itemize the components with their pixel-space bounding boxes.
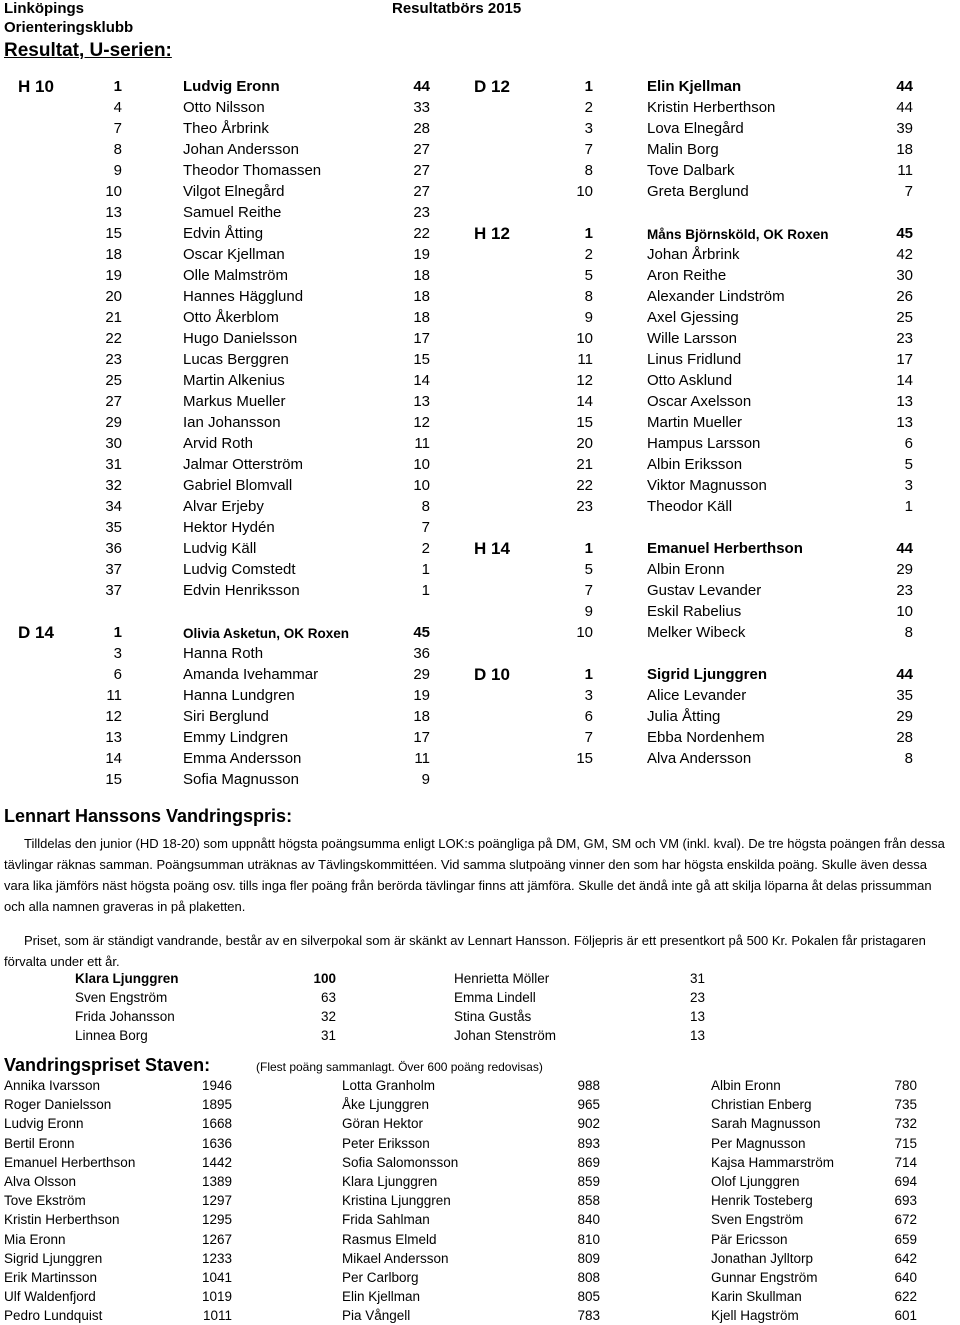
place-number: 10 — [105, 183, 122, 200]
place-number: 8 — [113, 141, 122, 158]
staven-name: Karin Skullman — [711, 1289, 802, 1305]
runner-name: Lucas Berggren — [183, 351, 289, 368]
runner-name: Sofia Magnusson — [183, 771, 299, 788]
place-number: 13 — [105, 729, 122, 746]
place-number: 22 — [105, 330, 122, 347]
place-number: 27 — [105, 393, 122, 410]
points-value: 1 — [421, 561, 430, 578]
points-value: 44 — [896, 540, 913, 557]
place-number: 15 — [576, 414, 593, 431]
points-value: 29 — [413, 666, 430, 683]
place-number: 3 — [584, 687, 593, 704]
staven-points: 694 — [894, 1174, 917, 1189]
points-value: 10 — [896, 603, 913, 620]
staven-points: 808 — [577, 1270, 600, 1285]
staven-points: 780 — [894, 1078, 917, 1093]
runner-name: Emma Andersson — [183, 750, 302, 767]
points-value: 35 — [896, 687, 913, 704]
staven-points: 893 — [577, 1135, 600, 1151]
runner-name: Edvin Henriksson — [183, 582, 300, 599]
runner-name: Viktor Magnusson — [647, 477, 767, 494]
staven-points: 601 — [894, 1308, 917, 1324]
runner-name: Ludvig Comstedt — [183, 561, 296, 578]
runner-name: Gabriel Blomvall — [183, 477, 293, 494]
staven-points: 902 — [577, 1116, 600, 1132]
points-value: 1 — [904, 498, 913, 515]
staven-name: Olof Ljunggren — [711, 1174, 800, 1189]
staven-name: Sofia Salomonsson — [342, 1154, 459, 1170]
staven-note: (Flest poäng sammanlagt. Över 600 poäng redovisas) — [256, 1060, 543, 1074]
points-value: 44 — [413, 78, 430, 95]
runner-name: Alvar Erjeby — [183, 498, 264, 515]
winner-points: 100 — [313, 971, 336, 986]
runner-name: Theo Årbrink — [183, 120, 269, 137]
runner-name: Theodor Thomassen — [183, 162, 322, 179]
place-number: 1 — [584, 78, 593, 95]
points-value: 25 — [896, 309, 913, 326]
winner-name: Johan Stenström — [454, 1028, 557, 1043]
points-value: 19 — [413, 687, 430, 704]
place-number: 9 — [584, 309, 593, 326]
place-number: 9 — [584, 603, 593, 620]
points-value: 45 — [413, 624, 430, 641]
club-name-line1: Linköpings — [4, 0, 84, 17]
points-value: 14 — [896, 372, 913, 389]
winner-name: Emma Lindell — [454, 990, 536, 1005]
place-number: 15 — [105, 225, 122, 242]
staven-name: Ludvig Eronn — [4, 1116, 84, 1132]
runner-name: Martin Alkenius — [183, 372, 285, 389]
winner-points: 31 — [689, 971, 705, 986]
points-value: 11 — [897, 162, 913, 179]
place-number: 7 — [113, 120, 122, 137]
points-value: 27 — [413, 162, 430, 179]
place-number: 3 — [113, 645, 122, 662]
runner-name: Alice Levander — [647, 687, 747, 704]
points-value: 23 — [413, 204, 430, 221]
points-value: 19 — [413, 246, 430, 263]
staven-name: Alva Olsson — [4, 1174, 77, 1189]
staven-points: 988 — [577, 1078, 600, 1093]
points-value: 18 — [413, 309, 430, 326]
winner-points: 13 — [689, 1028, 705, 1043]
points-value: 29 — [896, 561, 913, 578]
runner-name: Malin Borg — [647, 141, 719, 158]
place-number: 14 — [105, 750, 122, 767]
place-number: 31 — [105, 456, 122, 473]
runner-name: Albin Eronn — [647, 561, 725, 578]
points-value: 42 — [896, 246, 913, 263]
winner-points: 32 — [320, 1009, 336, 1024]
runner-name: Hannes Hägglund — [183, 288, 304, 305]
place-number: 2 — [584, 99, 593, 116]
place-number: 25 — [105, 372, 122, 389]
place-number: 10 — [576, 624, 593, 641]
staven-name: Kajsa Hammarström — [711, 1154, 835, 1170]
staven-name: Tove Ekström — [4, 1193, 86, 1209]
points-value: 23 — [896, 582, 913, 599]
staven-points: 1011 — [202, 1308, 232, 1324]
points-value: 44 — [896, 666, 913, 683]
place-number: 1 — [584, 540, 593, 557]
place-number: 1 — [113, 624, 122, 641]
runner-name: Edvin Åtting — [183, 225, 264, 242]
runner-name: Siri Berglund — [183, 708, 269, 725]
place-number: 7 — [584, 141, 593, 158]
runner-name: Melker Wibeck — [647, 624, 746, 641]
place-number: 15 — [576, 750, 593, 767]
points-value: 22 — [413, 225, 430, 242]
runner-name: Olle Malmström — [183, 267, 289, 284]
place-number: 1 — [113, 78, 122, 95]
staven-name: Roger Danielsson — [4, 1097, 112, 1113]
runner-name: Ian Johansson — [183, 414, 281, 431]
place-number: 3 — [584, 120, 593, 137]
staven-name: Elin Kjellman — [342, 1289, 421, 1305]
points-value: 2 — [421, 540, 430, 557]
staven-name: Ulf Waldenfjord — [4, 1289, 96, 1305]
runner-name: Sigrid Ljunggren — [647, 666, 767, 683]
place-number: 2 — [584, 246, 593, 263]
place-number: 8 — [584, 162, 593, 179]
staven-name: Göran Hektor — [342, 1116, 424, 1132]
staven-name: Emanuel Herberthson — [4, 1154, 136, 1170]
points-value: 12 — [413, 414, 430, 431]
points-value: 39 — [896, 120, 913, 137]
place-number: 34 — [105, 498, 122, 515]
points-value: 30 — [896, 267, 913, 284]
place-number: 37 — [105, 582, 122, 599]
place-number: 12 — [105, 708, 122, 725]
place-number: 1 — [584, 225, 593, 242]
staven-points: 840 — [577, 1212, 600, 1228]
staven-name: Bertil Eronn — [4, 1135, 75, 1151]
points-value: 13 — [413, 393, 430, 410]
place-number: 21 — [576, 456, 593, 473]
staven-points: 715 — [894, 1135, 917, 1151]
staven-name: Sven Engström — [711, 1212, 804, 1228]
class-label: H 12 — [474, 224, 510, 243]
hansson-paragraph-1: Tilldelas den junior (HD 18-20) som uppnått högsta poängsumma enligt LOK:s poängliga på DM, GM, SM och VM (inkl. kval). De tre högsta poängen från dessa tävlingar räknas samman. Poängsumman uträknas av Tävlingskommittéen. Vid samma slutpoäng vinner den som har högsta enskilda poäng. Skulle även dessa vara lika jämförs näst högsta poäng osv. tills inga fler poäng från berörda tävlingar finns att jämföra. Skulle det ändå inte gå att skilja löparna åt delas prissumman och alla namnen graveras in på plaketten. — [4, 836, 945, 914]
runner-name: Aron Reithe — [647, 267, 727, 284]
runner-name: Albin Eriksson — [647, 456, 743, 473]
staven-points: 1389 — [201, 1174, 232, 1189]
points-value: 23 — [896, 330, 913, 347]
staven-points: 810 — [577, 1231, 600, 1247]
class-label: H 10 — [18, 77, 54, 96]
runner-name: Hampus Larsson — [647, 435, 761, 452]
place-number: 20 — [105, 288, 122, 305]
points-value: 3 — [904, 477, 913, 494]
staven-name: Rasmus Elmeld — [342, 1231, 437, 1247]
staven-title: Vandringspriset Staven: — [4, 1055, 211, 1075]
place-number: 36 — [105, 540, 122, 557]
class-label: D 12 — [474, 77, 510, 96]
staven-name: Kristin Herberthson — [4, 1212, 120, 1228]
staven-name: Pia Vångell — [342, 1308, 411, 1324]
staven-name: Sigrid Ljunggren — [4, 1250, 103, 1266]
staven-name: Mia Eronn — [4, 1231, 66, 1247]
document-title: Resultatbörs 2015 — [392, 0, 522, 17]
club-name-line2: Orienteringsklubb — [4, 19, 134, 36]
winner-points: 23 — [689, 990, 705, 1005]
winner-points: 31 — [320, 1028, 336, 1043]
staven-name: Pedro Lundquist — [4, 1308, 103, 1324]
staven-points: 809 — [577, 1250, 600, 1266]
points-value: 17 — [413, 729, 430, 746]
staven-points: 859 — [577, 1174, 600, 1189]
staven-name: Klara Ljunggren — [342, 1174, 438, 1189]
place-number: 6 — [113, 666, 122, 683]
runner-name: Olivia Asketun, OK Roxen — [183, 626, 350, 641]
runner-name: Hugo Danielsson — [183, 330, 298, 347]
runner-name: Hanna Lundgren — [183, 687, 295, 704]
runner-name: Tove Dalbark — [647, 162, 735, 179]
hansson-paragraph-2: Priset, som är ständigt vandrande, består av en silverpokal som är skänkt av Lennart Hansson. Följepris är ett presentkort på 500 Kr. Pokalen får pristagaren förvalta under ett år. — [4, 933, 926, 969]
runner-name: Ebba Nordenhem — [647, 729, 765, 746]
staven-points: 622 — [894, 1289, 917, 1305]
points-value: 7 — [904, 183, 913, 200]
points-value: 6 — [904, 435, 913, 452]
runner-name: Johan Andersson — [183, 141, 299, 158]
points-value: 18 — [896, 141, 913, 158]
points-value: 27 — [413, 183, 430, 200]
runner-name: Amanda Ivehammar — [183, 666, 319, 683]
staven-name: Albin Eronn — [711, 1078, 781, 1093]
points-value: 29 — [896, 708, 913, 725]
place-number: 4 — [113, 99, 122, 116]
staven-name: Christian Enberg — [711, 1097, 812, 1113]
place-number: 23 — [105, 351, 122, 368]
winner-name: Henrietta Möller — [454, 971, 550, 986]
points-value: 17 — [413, 330, 430, 347]
staven-points: 642 — [894, 1250, 917, 1266]
runner-name: Eskil Rabelius — [647, 603, 742, 620]
staven-name: Annika Ivarsson — [4, 1078, 101, 1093]
place-number: 14 — [576, 393, 593, 410]
place-number: 11 — [106, 687, 122, 704]
place-number: 35 — [105, 519, 122, 536]
winner-points: 13 — [689, 1009, 705, 1024]
place-number: 19 — [105, 267, 122, 284]
points-value: 1 — [421, 582, 430, 599]
staven-points: 1041 — [201, 1270, 232, 1285]
place-number: 22 — [576, 477, 593, 494]
runner-name: Otto Åkerblom — [183, 309, 279, 326]
place-number: 10 — [576, 183, 593, 200]
class-label: H 14 — [474, 539, 510, 558]
staven-points: 693 — [894, 1193, 917, 1209]
staven-points: 1895 — [201, 1097, 232, 1113]
points-value: 13 — [896, 414, 913, 431]
staven-points: 1295 — [201, 1212, 232, 1228]
staven-points: 805 — [577, 1289, 600, 1305]
points-value: 7 — [421, 519, 430, 536]
points-value: 28 — [896, 729, 913, 746]
class-label: D 10 — [474, 665, 510, 684]
runner-name: Greta Berglund — [647, 183, 749, 200]
winner-name: Klara Ljunggren — [75, 971, 179, 986]
points-value: 9 — [421, 771, 430, 788]
place-number: 7 — [584, 582, 593, 599]
staven-points: 1019 — [201, 1289, 232, 1305]
runner-name: Julia Åtting — [647, 708, 721, 725]
staven-points: 640 — [894, 1270, 917, 1285]
staven-name: Pär Ericsson — [711, 1231, 788, 1247]
runner-name: Markus Mueller — [183, 393, 286, 410]
runner-name: Oscar Kjellman — [183, 246, 285, 263]
points-value: 36 — [413, 645, 430, 662]
staven-name: Per Magnusson — [711, 1135, 806, 1151]
staven-name: Erik Martinsson — [4, 1270, 98, 1285]
place-number: 5 — [584, 561, 593, 578]
runner-name: Martin Mueller — [647, 414, 743, 431]
points-value: 11 — [414, 435, 430, 452]
runner-name: Måns Björnsköld, OK Roxen — [647, 227, 829, 242]
points-value: 8 — [421, 498, 430, 515]
staven-name: Henrik Tosteberg — [711, 1193, 813, 1209]
place-number: 7 — [584, 729, 593, 746]
winner-name: Frida Johansson — [75, 1009, 175, 1024]
runner-name: Alva Andersson — [647, 750, 752, 767]
staven-points: 1442 — [201, 1154, 232, 1170]
points-value: 28 — [413, 120, 430, 137]
staven-points: 1946 — [201, 1078, 232, 1093]
runner-name: Linus Fridlund — [647, 351, 742, 368]
runner-name: Wille Larsson — [647, 330, 738, 347]
points-value: 10 — [413, 477, 430, 494]
place-number: 20 — [576, 435, 593, 452]
points-value: 8 — [904, 750, 913, 767]
points-value: 17 — [896, 351, 913, 368]
runner-name: Alexander Lindström — [647, 288, 785, 305]
staven-points: 965 — [577, 1097, 600, 1113]
points-value: 13 — [896, 393, 913, 410]
runner-name: Kristin Herberthson — [647, 99, 776, 116]
runner-name: Otto Nilsson — [183, 99, 265, 116]
runner-name: Arvid Roth — [183, 435, 254, 452]
points-value: 45 — [896, 225, 913, 242]
staven-name: Gunnar Engström — [711, 1270, 818, 1285]
staven-points: 1636 — [201, 1135, 232, 1151]
runner-name: Ludvig Eronn — [183, 78, 280, 95]
place-number: 13 — [105, 204, 122, 221]
runner-name: Hanna Roth — [183, 645, 264, 662]
hansson-title: Lennart Hanssons Vandringspris: — [4, 806, 293, 826]
staven-name: Sarah Magnusson — [711, 1116, 821, 1132]
runner-name: Oscar Axelsson — [647, 393, 752, 410]
runner-name: Vilgot Elnegård — [183, 183, 285, 200]
points-value: 14 — [413, 372, 430, 389]
runner-name: Emmy Lindgren — [183, 729, 289, 746]
points-value: 18 — [413, 288, 430, 305]
staven-name: Kjell Hagström — [711, 1308, 799, 1324]
runner-name: Lova Elnegård — [647, 120, 744, 137]
runner-name: Samuel Reithe — [183, 204, 282, 221]
class-label: D 14 — [18, 623, 54, 642]
place-number: 6 — [584, 708, 593, 725]
place-number: 32 — [105, 477, 122, 494]
staven-points: 858 — [577, 1193, 600, 1209]
staven-points: 1267 — [201, 1231, 232, 1247]
staven-points: 659 — [894, 1231, 917, 1247]
place-number: 29 — [105, 414, 122, 431]
runner-name: Otto Asklund — [647, 372, 733, 389]
place-number: 1 — [584, 666, 593, 683]
staven-points: 672 — [894, 1212, 917, 1228]
staven-name: Peter Eriksson — [342, 1135, 430, 1151]
points-value: 10 — [413, 456, 430, 473]
staven-name: Frida Sahlman — [342, 1212, 430, 1228]
points-value: 18 — [413, 267, 430, 284]
points-value: 5 — [904, 456, 913, 473]
runner-name: Jalmar Otterström — [183, 456, 304, 473]
place-number: 10 — [576, 330, 593, 347]
place-number: 23 — [576, 498, 593, 515]
runner-name: Ludvig Käll — [183, 540, 257, 557]
staven-points: 783 — [577, 1308, 600, 1324]
points-value: 11 — [414, 750, 430, 767]
staven-name: Per Carlborg — [342, 1270, 419, 1285]
staven-points: 1233 — [201, 1250, 232, 1266]
staven-points: 1668 — [201, 1116, 232, 1132]
winner-name: Sven Engström — [75, 990, 168, 1005]
points-value: 8 — [904, 624, 913, 641]
runner-name: Gustav Levander — [647, 582, 762, 599]
winner-name: Stina Gustås — [454, 1009, 532, 1024]
staven-points: 714 — [894, 1154, 917, 1170]
staven-points: 1297 — [201, 1193, 232, 1209]
points-value: 18 — [413, 708, 430, 725]
runner-name: Emanuel Herberthson — [647, 540, 803, 557]
runner-name: Elin Kjellman — [647, 78, 742, 95]
points-value: 33 — [413, 99, 430, 116]
place-number: 12 — [576, 372, 593, 389]
staven-name: Mikael Andersson — [342, 1250, 449, 1266]
staven-points: 732 — [894, 1116, 917, 1132]
winner-points: 63 — [320, 990, 336, 1005]
points-value: 15 — [413, 351, 430, 368]
winner-name: Linnea Borg — [75, 1028, 148, 1043]
place-number: 8 — [584, 288, 593, 305]
place-number: 15 — [105, 771, 122, 788]
place-number: 5 — [584, 267, 593, 284]
points-value: 44 — [896, 99, 913, 116]
place-number: 9 — [113, 162, 122, 179]
place-number: 30 — [105, 435, 122, 452]
section-title: Resultat, U-serien: — [4, 40, 172, 61]
runner-name: Axel Gjessing — [647, 309, 739, 326]
staven-name: Kristina Ljunggren — [342, 1193, 451, 1209]
runner-name: Hektor Hydén — [183, 519, 275, 536]
staven-points: 869 — [577, 1154, 600, 1170]
staven-name: Jonathan Jylltorp — [711, 1250, 814, 1266]
place-number: 11 — [577, 351, 593, 368]
place-number: 37 — [105, 561, 122, 578]
runner-name: Johan Årbrink — [647, 246, 740, 263]
staven-name: Åke Ljunggren — [342, 1097, 430, 1113]
points-value: 26 — [896, 288, 913, 305]
staven-name: Lotta Granholm — [342, 1078, 436, 1093]
points-value: 27 — [413, 141, 430, 158]
runner-name: Theodor Käll — [647, 498, 733, 515]
place-number: 18 — [105, 246, 122, 263]
points-value: 44 — [896, 78, 913, 95]
place-number: 21 — [105, 309, 122, 326]
staven-points: 735 — [894, 1097, 917, 1113]
